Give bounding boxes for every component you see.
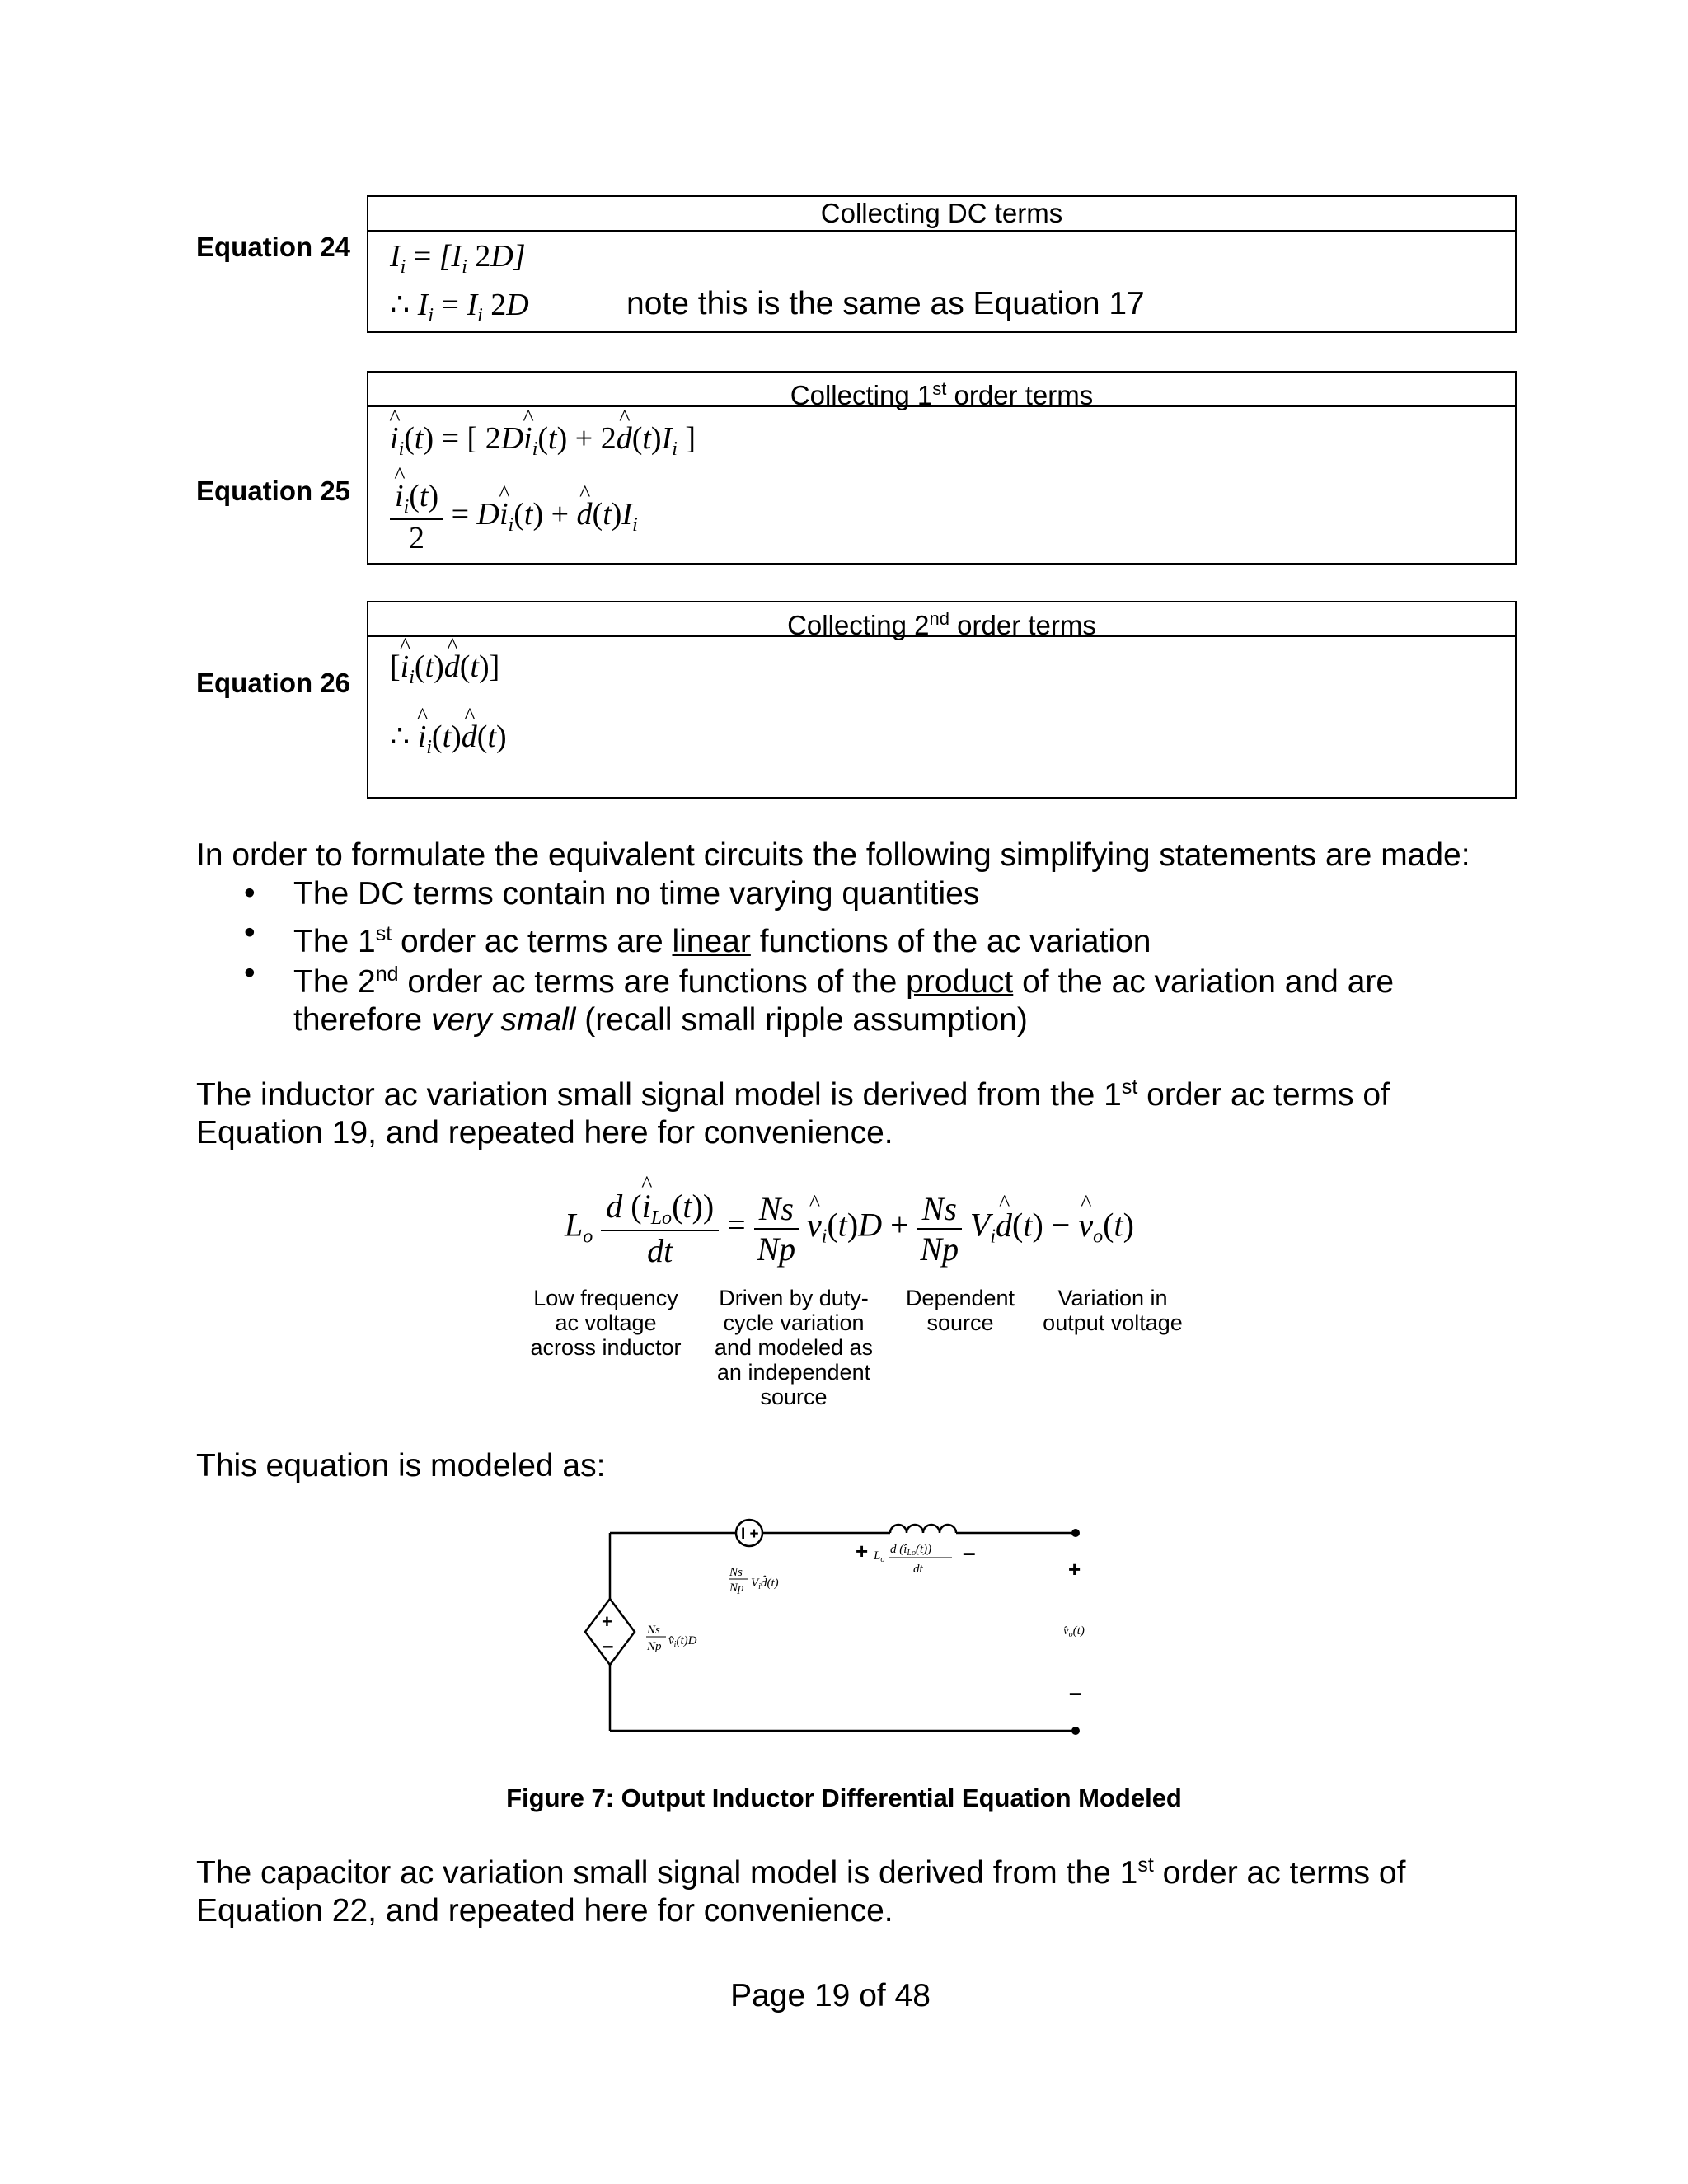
equation-26-line2: ∴ ^ $i_i(t)\^{}$ d(t): [390, 718, 507, 759]
bullet-3-text-mid: order ac terms are functions of the: [398, 964, 907, 1000]
bullet-3-line2: therefore: [293, 1002, 431, 1038]
inductor-voltage-expression: d $(î_{Lo}(t))$: [890, 1543, 932, 1558]
dependent-source-expression: Np: [647, 1640, 662, 1653]
capacitor-paragraph-text: The capacitor ac variation small signal model is derived from the 1: [196, 1855, 1138, 1891]
output-plus-sign: +: [1068, 1557, 1081, 1582]
output-minus-sign: –: [1069, 1680, 1082, 1705]
equation-26-line1: [^ $i_i(t)\^{}$ d(t)]: [390, 649, 499, 689]
equation-25-header-sup: st: [932, 378, 947, 399]
bullet-marker: •: [244, 915, 256, 950]
current-source-label: I +: [741, 1526, 759, 1543]
caption-line: Dependent: [905, 1286, 1015, 1310]
inductor-coil: [890, 1525, 956, 1533]
caption-driven-by-duty-cycle: [707, 1286, 880, 1409]
caption-variation-output-voltage: [1034, 1286, 1191, 1335]
inductor-paragraph-sup: st: [1121, 1076, 1138, 1099]
equation-26-header-text-end: order terms: [950, 610, 1096, 640]
figure-caption: Figure 7: Output Inductor Differential Equation Modeled: [506, 1783, 1182, 1812]
inductor-plus-sign: +: [856, 1539, 869, 1563]
current-source-expression: Ns: [729, 1566, 743, 1579]
page-number: Page 19 of 48: [730, 1978, 931, 2013]
bullet-3-sup: nd: [375, 963, 399, 986]
output-voltage-label: $v̂_o(t)$: [1063, 1624, 1085, 1639]
equation-26-box: [367, 601, 1517, 799]
current-source-expression: Np: [729, 1582, 744, 1595]
bullet-2: [293, 915, 1151, 961]
caption-line: Variation in: [1057, 1286, 1168, 1310]
inductor-paragraph-text-end: order ac terms of: [1137, 1077, 1390, 1113]
caption-low-frequency: [519, 1286, 692, 1360]
capacitor-paragraph: [196, 1846, 1405, 1930]
source-plus-sign: +: [602, 1611, 612, 1632]
terminal-bottom: [1071, 1727, 1080, 1735]
equation-25-header-text-end: order terms: [946, 380, 1094, 410]
equation-25-header: [368, 373, 1515, 410]
terminal-top: [1071, 1529, 1080, 1537]
bullet-2-sup: st: [375, 922, 392, 945]
caption-line: Driven by duty-: [719, 1286, 869, 1310]
caption-line: across inductor: [530, 1335, 682, 1360]
equation-25-line1: ^ $i_i(t)$ = [ 2D^ $i_i(t)$ + 2^ $d(t)I_i$ ]: [390, 420, 696, 461]
equation-25-header-text: Collecting 1: [790, 380, 933, 410]
caption-line: Low frequency: [533, 1286, 678, 1310]
equation-25-line2: ^ $\frac{i_i(t)}{2}$ = D^ $i_i(t)$ + ^ $d(t)I_i$: [390, 478, 638, 556]
equation-26-header: [368, 602, 1515, 640]
equation-25-box: [367, 371, 1517, 565]
inductor-voltage-expression: dt: [913, 1563, 923, 1576]
caption-line: and modeled as: [714, 1335, 874, 1360]
equation-26-header-sup: nd: [929, 608, 950, 629]
bullet-3: [293, 955, 1394, 1039]
inductor-minus-sign: –: [963, 1540, 976, 1565]
bullet-3-text: The 2: [293, 964, 376, 1000]
inductor-voltage-expression: $L_o$: [874, 1549, 885, 1564]
caption-line: source: [760, 1385, 828, 1409]
equation-24-box: [367, 195, 1517, 333]
bullet-2-underline: linear: [672, 924, 751, 959]
caption-dependent-source: [894, 1286, 1026, 1335]
modeled-as-text: This equation is modeled as:: [196, 1448, 606, 1483]
caption-line: an independent: [716, 1360, 871, 1385]
inductor-paragraph-line2: Equation 19, and repeated here for convenience.: [196, 1115, 893, 1151]
caption-line: output voltage: [1043, 1310, 1183, 1335]
capacitor-paragraph-text-end: order ac terms of: [1153, 1855, 1406, 1891]
caption-line: source: [926, 1310, 994, 1335]
intro-text: In order to formulate the equivalent circuits the following simplifying statements are made:: [196, 837, 1470, 873]
bullet-3-emphasis: very small: [430, 1002, 576, 1038]
capacitor-paragraph-line2: Equation 22, and repeated here for convenience.: [196, 1893, 893, 1929]
caption-line: cycle variation: [723, 1310, 865, 1335]
equation-24-label: Equation 24: [196, 232, 351, 262]
bullet-3-text-end: of the ac variation and are: [1013, 964, 1395, 1000]
equation-24-note: note this is the same as Equation 17: [626, 286, 1145, 321]
bullet-1: The DC terms contain no time varying quantities: [293, 876, 980, 912]
bullet-2-text: The 1: [293, 924, 376, 959]
equation-26-header-text: Collecting 2: [787, 610, 930, 640]
inductor-paragraph: [196, 1068, 1390, 1152]
equation-26-label: Equation 26: [196, 668, 351, 698]
bullet-marker: •: [244, 875, 256, 911]
circuit-diagram: [577, 1508, 1104, 1755]
bullet-3-underline: product: [906, 964, 1014, 1000]
equation-24-header: Collecting DC terms: [368, 197, 1515, 232]
dependent-source-expression: $v̂_i(t)D$: [668, 1634, 697, 1649]
equation-25-label: Equation 25: [196, 476, 351, 506]
bullet-2-text-end: functions of the ac variation: [750, 924, 1151, 959]
inductor-paragraph-text: The inductor ac variation small signal model is derived from the 1: [196, 1077, 1122, 1113]
bullet-3-line2-end: (recall small ripple assumption): [575, 1002, 1028, 1038]
dependent-source-expression: Ns: [647, 1624, 660, 1637]
inductor-equation: $L_o$ $\frac{d (\^{} i_{Lo}(t))}{dt}$ = $\frac{Ns}{Np}$ ^ $v_i(t)D$ + $\frac{Ns}{Np}$ $V_i\^{}$ d(t) − ^ $v_o(t)$: [565, 1187, 1134, 1270]
bullet-marker: •: [244, 955, 256, 991]
caption-line: ac voltage: [555, 1310, 657, 1335]
equation-24-line2: ∴ $I_i = I_i$ 2D: [390, 288, 529, 326]
equation-24-line1: $I_i = [I_i$ 2D]: [390, 239, 526, 278]
capacitor-paragraph-sup: st: [1137, 1854, 1154, 1877]
source-minus-sign: –: [603, 1635, 614, 1657]
current-source-expression: $V_id̂(t)$: [751, 1577, 779, 1591]
bullet-2-text-mid: order ac terms are: [392, 924, 673, 959]
